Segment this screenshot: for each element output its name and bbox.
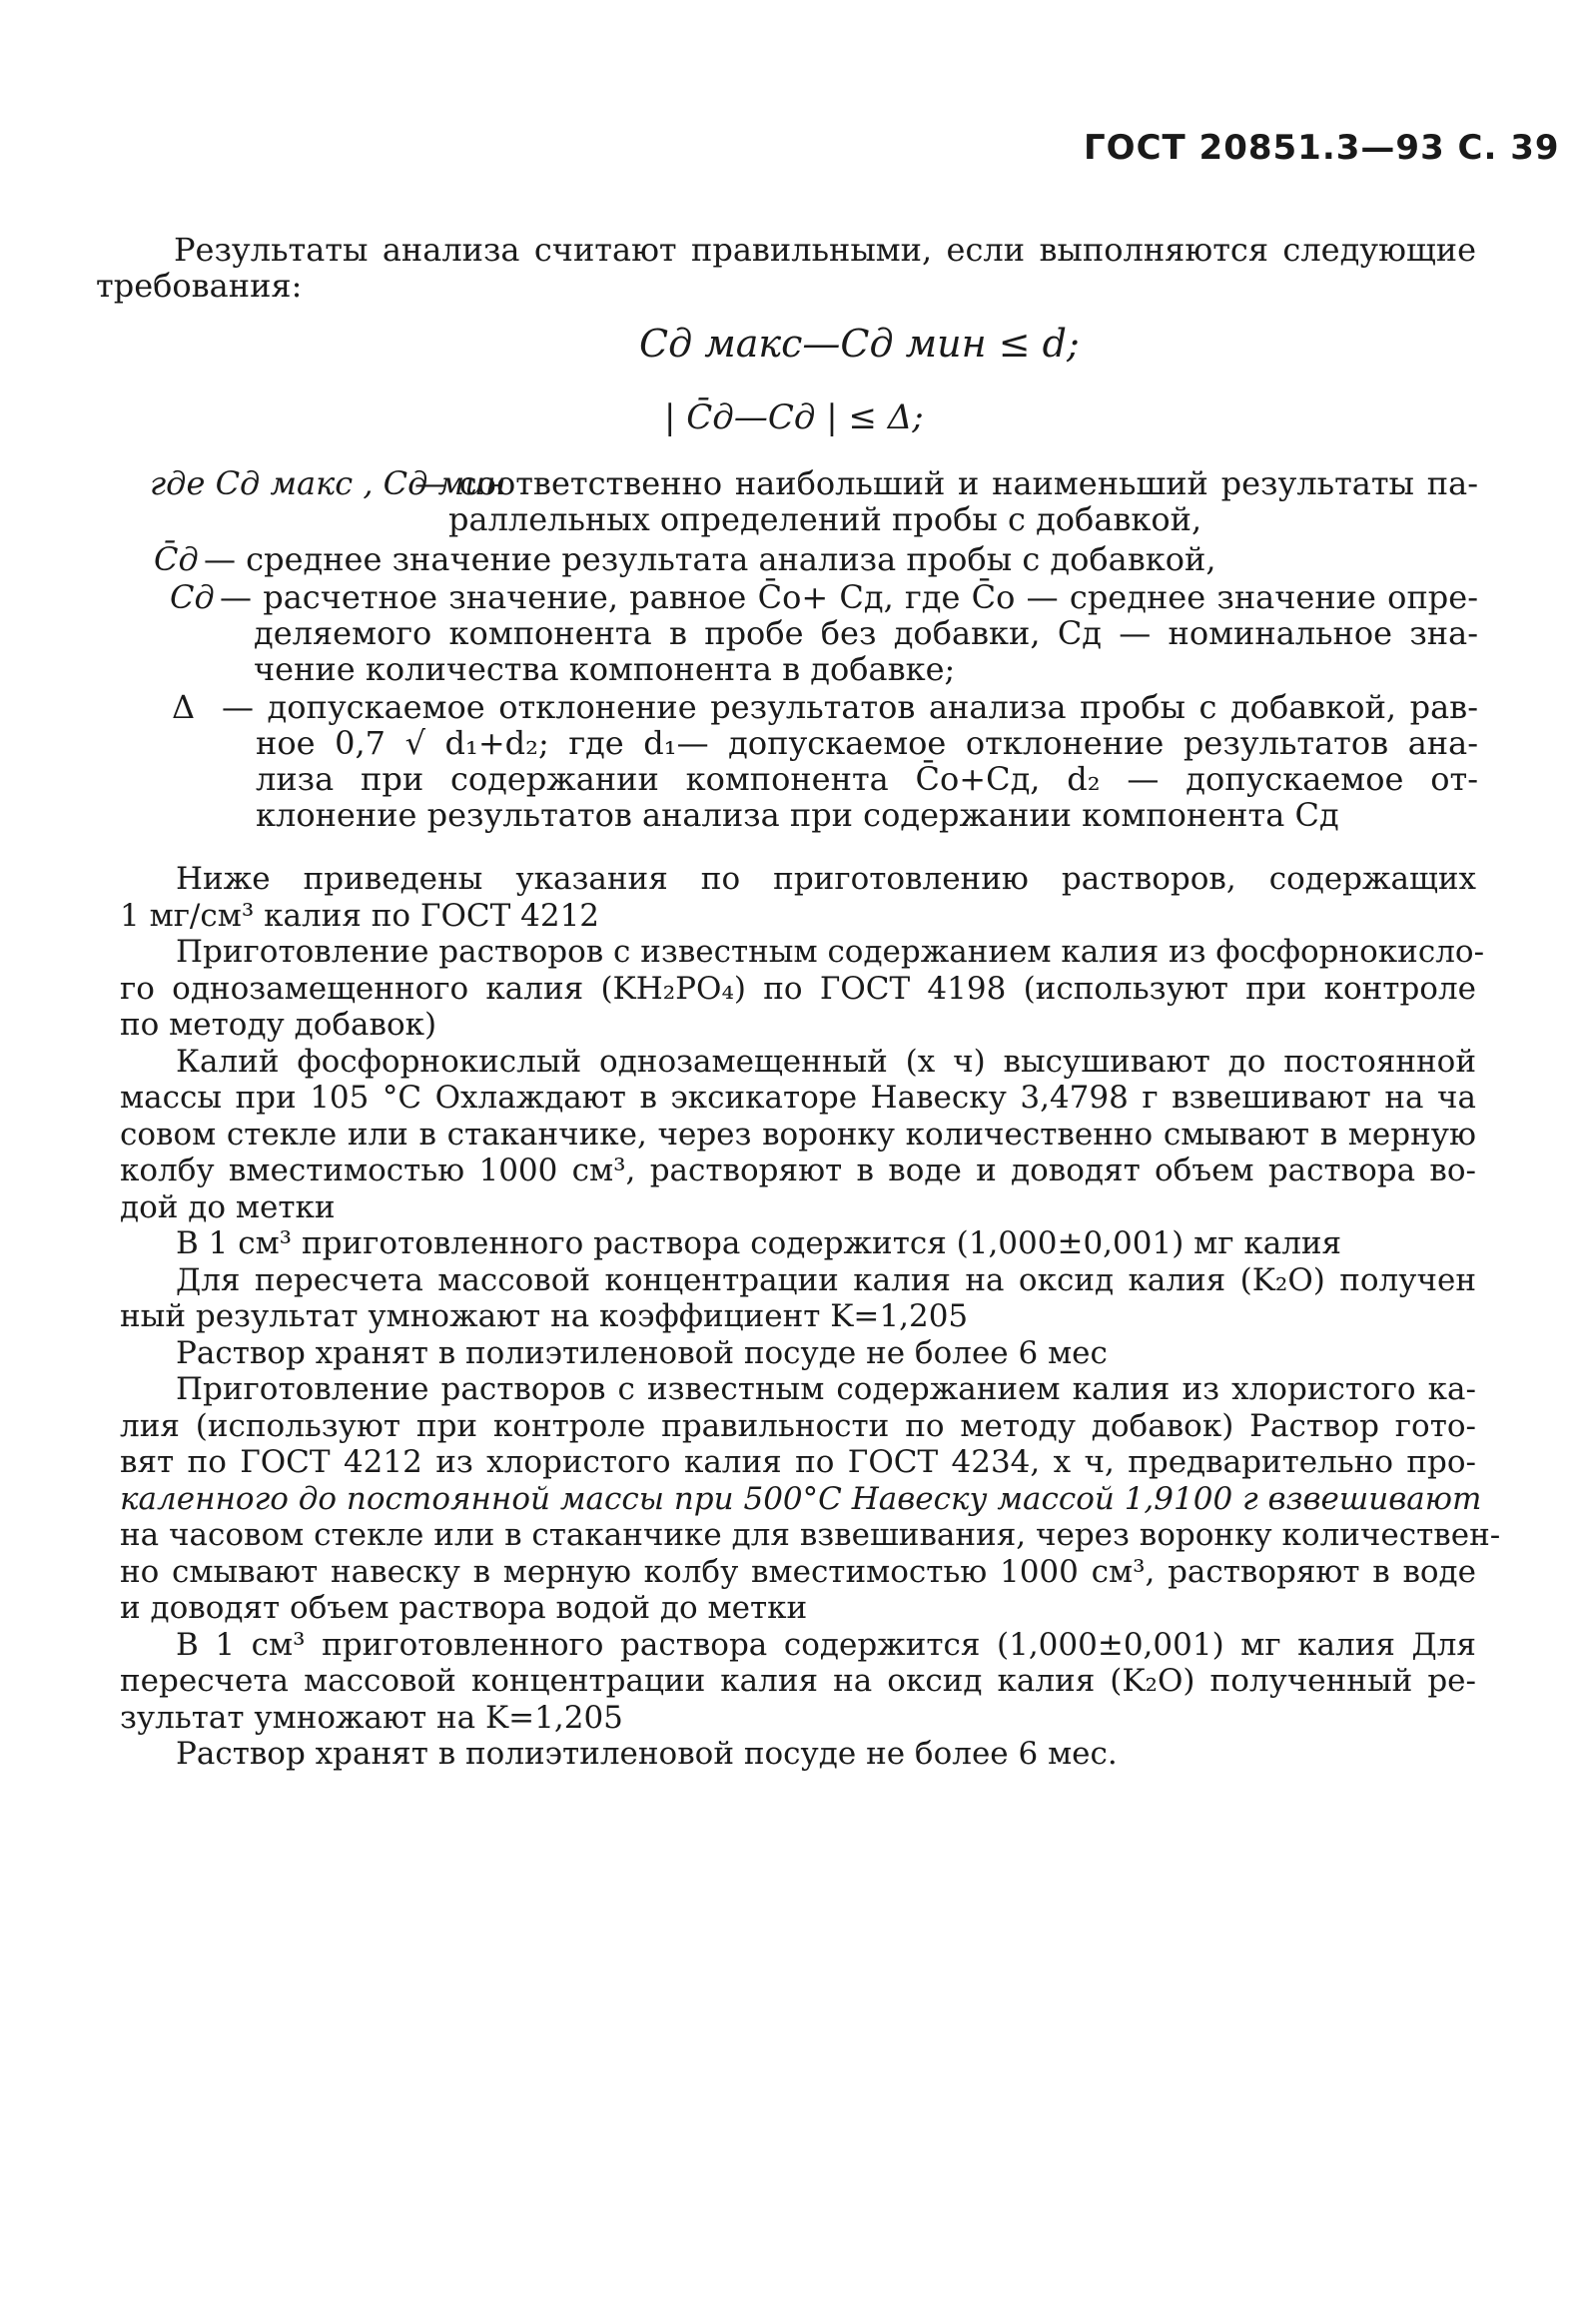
body-line: 1 мг/см³ калия по ГОСТ 4212 bbox=[120, 897, 600, 934]
definition-symbol: Cд bbox=[170, 578, 215, 616]
body-line: по методу добавок) bbox=[120, 1007, 437, 1043]
definition-row bbox=[150, 689, 1478, 833]
body-line: В 1 см³ приготовленного раствора содержится (1,000±0,001) мг калия bbox=[176, 1225, 1342, 1261]
definition-text bbox=[414, 465, 1478, 537]
body-line: ный результат умножают на коэффициент K=1,205 bbox=[120, 1298, 969, 1334]
body-text bbox=[120, 861, 1501, 1773]
definition-line: деляемого компонента в пробе без добавки, Cд — номинальное зна- bbox=[254, 614, 1478, 652]
definition-line: лиза при содержании компонента C̄о+Cд, d₂ — допускаемое от- bbox=[256, 760, 1478, 798]
definition-line: клонение результатов анализа при содержании компонента Cд bbox=[256, 796, 1339, 834]
body-line: колбу вместимостью 1000 см³, растворяют в воде и доводят объем раствора во- bbox=[120, 1153, 1476, 1188]
body-line: Раствор хранят в полиэтиленовой посуде не более 6 мес bbox=[176, 1334, 1108, 1371]
definition-row bbox=[150, 541, 1478, 577]
formula-range: Cд макс—Cд мин ≤ d; bbox=[639, 322, 1080, 366]
body-line: массы при 105 °С Охлаждают в эксикаторе Навеску 3,4798 г взвешивают на ча bbox=[120, 1080, 1476, 1116]
definition-line: — допускаемое отклонение результатов анализа пробы с добавкой, рав- bbox=[222, 688, 1478, 726]
definition-symbol: C̄д bbox=[154, 540, 199, 578]
body-line: Для пересчета массовой концентрации калия на оксид калия (K₂O) получен bbox=[176, 1261, 1476, 1298]
body-line: Приготовление растворов с известным содержанием калия из хлористого ка- bbox=[176, 1371, 1476, 1407]
body-line: и доводят объем раствора водой до метки bbox=[120, 1590, 808, 1626]
body-line: вят по ГОСТ 4212 из хлористого калия по ГОСТ 4234, х ч, предварительно про- bbox=[120, 1444, 1476, 1480]
body-line: дой до метки bbox=[120, 1188, 336, 1225]
definition-line: раллельных определений пробы с добавкой, bbox=[448, 500, 1202, 538]
body-line: Ниже приведены указания по приготовлению растворов, содержащих bbox=[176, 861, 1476, 897]
definition-line: — расчетное значение, равное C̄о+ Cд, где C̄о — среднее значение опре- bbox=[220, 578, 1478, 616]
page-header: ГОСТ 20851.3—93 С. 39 bbox=[1084, 128, 1560, 168]
definition-symbol: Δ bbox=[172, 688, 196, 726]
definition-text bbox=[222, 689, 1478, 833]
definitions-block bbox=[150, 465, 1478, 833]
body-line: Приготовление растворов с известным содержанием калия из фосфорнокисло- bbox=[176, 934, 1485, 970]
definition-text bbox=[220, 579, 1478, 687]
body-line: пересчета массовой концентрации калия на оксид калия (K₂O) полученный ре- bbox=[120, 1663, 1476, 1699]
definition-row bbox=[150, 579, 1478, 687]
definition-symbol: где Cд макс , Cд мин bbox=[150, 464, 506, 502]
definition-line: ное 0,7 √ d₁+d₂; где d₁— допускаемое отклонение результатов ана- bbox=[256, 724, 1478, 762]
body-line: го однозамещенного калия (KH₂PO₄) по ГОСТ 4198 (используют при контроле bbox=[120, 970, 1476, 1007]
body-line: В 1 см³ приготовленного раствора содержится (1,000±0,001) мг калия Для bbox=[176, 1626, 1476, 1663]
body-line: Калий фосфорнокислый однозамещенный (х ч) высушивают до постоянной bbox=[176, 1043, 1476, 1080]
body-line: лия (используют при контроле правильности по методу добавок) Раствор гото- bbox=[120, 1407, 1476, 1444]
body-line: каленного до постоянной массы при 500°С Навеску массой 1,9100 г взвешивают bbox=[120, 1480, 1482, 1517]
body-line: совом стекле или в стаканчике, через воронку количественно смывают в мерную bbox=[120, 1116, 1476, 1153]
body-line: зультат умножают на K=1,205 bbox=[120, 1699, 623, 1736]
definition-line: — соответственно наибольший и наименьший результаты па- bbox=[414, 464, 1478, 502]
body-line: но смывают навеску в мерную колбу вместимостью 1000 см³, растворяют в воде bbox=[120, 1553, 1476, 1590]
formula-deviation: | C̄д—Cд | ≤ Δ; bbox=[664, 397, 924, 437]
intro-paragraph bbox=[96, 231, 1476, 305]
definition-line: — среднее значение результата анализа пробы с добавкой, bbox=[204, 540, 1216, 578]
body-line: Раствор хранят в полиэтиленовой посуде не более 6 мес. bbox=[176, 1736, 1118, 1772]
definition-line: чение количества компонента в добавке; bbox=[254, 650, 956, 688]
intro-line: Результаты анализа считают правильными, если выполняются следующие bbox=[174, 231, 1476, 269]
definition-row bbox=[150, 465, 1478, 537]
definition-text bbox=[204, 541, 1478, 577]
body-line: на часовом стекле или в стаканчике для взвешивания, через воронку количествен- bbox=[120, 1517, 1501, 1553]
intro-line: требования: bbox=[96, 267, 303, 305]
